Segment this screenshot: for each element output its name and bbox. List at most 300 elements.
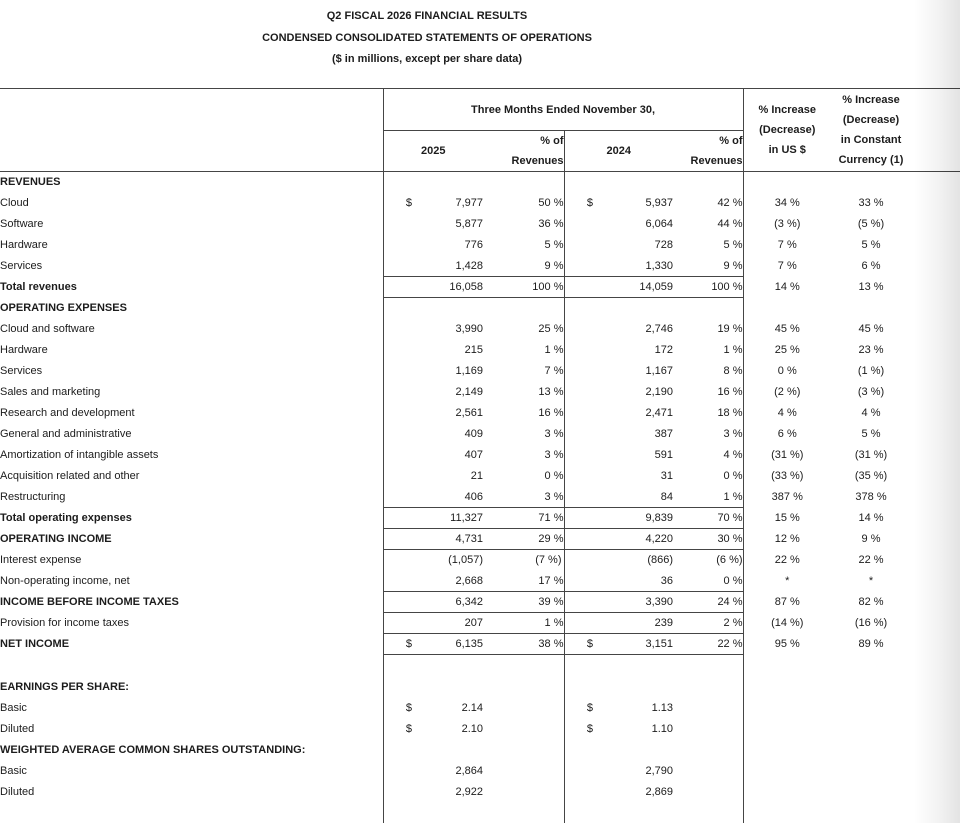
value-2024 xyxy=(593,172,673,193)
currency-symbol-2025 xyxy=(383,782,412,803)
filler-cell xyxy=(911,193,960,214)
title-line-2: CONDENSED CONSOLIDATED STATEMENTS OF OPERATIONS xyxy=(262,31,592,44)
currency-symbol-2024 xyxy=(564,571,593,592)
table-row xyxy=(0,235,960,256)
table-row xyxy=(0,466,960,487)
currency-symbol-2024 xyxy=(564,550,593,571)
pct-increase-usd: 45 % xyxy=(743,319,831,340)
pct-increase-usd xyxy=(743,655,831,677)
currency-symbol-2025: $ xyxy=(383,193,412,214)
pct-increase-constant-currency: 22 % xyxy=(858,554,884,566)
row-label: OPERATING INCOME xyxy=(0,533,112,545)
pct-of-revenues-2025: 7 % xyxy=(544,365,564,377)
currency-symbol-2024 xyxy=(564,613,593,634)
currency-symbol-2024 xyxy=(564,761,593,782)
currency-symbol-2025 xyxy=(383,592,412,613)
row-label: Sales and marketing xyxy=(0,386,101,398)
table-row xyxy=(0,193,960,214)
value-2025: 2,668 xyxy=(412,571,483,592)
currency-symbol-2025 xyxy=(383,613,412,634)
pct-increase-usd xyxy=(743,698,831,719)
pct-of-revenues-2025: 39 % xyxy=(483,592,564,613)
row-label: Provision for income taxes xyxy=(0,617,129,629)
value-2025: 2.14 xyxy=(461,702,483,714)
value-2024: 36 xyxy=(593,571,673,592)
filler-cell xyxy=(911,256,960,277)
row-label: NET INCOME xyxy=(0,638,70,650)
value-2025: 21 xyxy=(470,470,483,482)
pct-increase-usd xyxy=(743,782,831,803)
pct-of-revenues-2025: 0 % xyxy=(544,470,564,482)
filler-cell xyxy=(911,529,960,550)
row-label: Cloud and software xyxy=(0,323,95,335)
pct-of-revenues-2025 xyxy=(483,172,564,193)
filler-cell xyxy=(911,172,960,193)
currency-symbol-2024 xyxy=(564,592,593,613)
currency-symbol-2024 xyxy=(564,466,593,487)
pct-increase-usd: (31 %) xyxy=(743,445,831,466)
pct-of-revenues-2024: 0 % xyxy=(723,470,743,482)
header-period: Three Months Ended November 30, xyxy=(383,89,743,131)
pct-of-revenues-2024: 70 % xyxy=(673,508,743,529)
row-label: Diluted xyxy=(0,723,35,735)
currency-symbol-2025 xyxy=(383,403,412,424)
currency-symbol-2024 xyxy=(564,445,593,466)
value-2024: 2,471 xyxy=(645,407,673,419)
currency-symbol-2025 xyxy=(383,740,412,761)
currency-symbol-2024 xyxy=(564,655,593,677)
filler-cell xyxy=(911,319,960,340)
filler-cell xyxy=(911,466,960,487)
value-2025: 4,731 xyxy=(412,529,483,550)
currency-symbol-2025: $ xyxy=(383,719,412,740)
statement-body xyxy=(0,172,960,823)
pct-of-revenues-2024: 100 % xyxy=(673,277,743,298)
pct-of-revenues-2024: 42 % xyxy=(717,197,743,209)
value-2025: 2.10 xyxy=(461,723,483,735)
row-label: Basic xyxy=(0,765,27,777)
pct-of-revenues-2024 xyxy=(673,698,743,719)
row-label: Total revenues xyxy=(0,281,77,293)
table-row xyxy=(0,761,960,782)
value-2024 xyxy=(593,803,673,823)
value-2024: 1,330 xyxy=(645,259,673,272)
row-label: Restructuring xyxy=(0,491,66,503)
pct-increase-constant-currency: 14 % xyxy=(858,512,884,524)
table-row xyxy=(0,340,960,361)
pct-increase-constant-currency xyxy=(831,740,911,761)
pct-increase-usd xyxy=(743,761,831,782)
value-2024: 1.13 xyxy=(651,702,673,714)
pct-increase-usd xyxy=(743,803,831,823)
value-2025: 2,149 xyxy=(455,386,483,398)
row-label: Research and development xyxy=(0,407,135,419)
table-row xyxy=(0,782,960,803)
pct-of-revenues-2025: 36 % xyxy=(538,218,564,230)
value-2025 xyxy=(412,740,483,761)
currency-symbol-2025 xyxy=(383,361,412,382)
pct-of-revenues-2024: 30 % xyxy=(673,529,743,550)
pct-increase-usd: 387 % xyxy=(743,487,831,508)
row-label: Services xyxy=(0,365,43,377)
value-2025: 776 xyxy=(464,239,483,251)
filler-cell xyxy=(911,361,960,382)
table-row xyxy=(0,256,960,277)
row-label: Hardware xyxy=(0,344,48,356)
table-row xyxy=(0,529,960,550)
filler-cell xyxy=(911,298,960,319)
currency-symbol-2025 xyxy=(383,655,412,677)
currency-symbol-2024 xyxy=(564,382,593,403)
table-row xyxy=(0,508,960,529)
row-label: REVENUES xyxy=(0,176,61,189)
pct-increase-constant-currency: (16 %) xyxy=(854,617,888,629)
table-row xyxy=(0,172,960,193)
row-label: Software xyxy=(0,218,44,230)
pct-increase-usd: 14 % xyxy=(743,277,831,298)
currency-symbol-2024 xyxy=(564,298,593,319)
value-2025 xyxy=(412,655,483,677)
value-2024: 4,220 xyxy=(593,529,673,550)
pct-increase-constant-currency: 4 % xyxy=(861,407,881,419)
filler-cell xyxy=(911,487,960,508)
value-2024: 3,151 xyxy=(593,634,673,655)
value-2024: 239 xyxy=(593,613,673,634)
currency-symbol-2024: $ xyxy=(564,698,593,719)
currency-symbol-2025 xyxy=(383,382,412,403)
pct-of-revenues-2024: 2 % xyxy=(673,613,743,634)
header-empty-label-cell xyxy=(0,131,383,172)
pct-increase-constant-currency: 45 % xyxy=(858,323,884,335)
row-label: EARNINGS PER SHARE: xyxy=(0,681,129,693)
value-2024 xyxy=(593,740,673,761)
pct-of-revenues-2025: 100 % xyxy=(483,277,564,298)
pct-increase-usd: (33 %) xyxy=(743,466,831,487)
filler-cell xyxy=(911,403,960,424)
pct-of-revenues-2024 xyxy=(673,719,743,740)
pct-of-revenues-2025 xyxy=(483,761,564,782)
pct-of-revenues-2025 xyxy=(483,655,564,677)
pct-of-revenues-2025: 5 % xyxy=(544,239,564,251)
currency-symbol-2025 xyxy=(383,803,412,823)
table-row xyxy=(0,677,960,698)
table-row xyxy=(0,319,960,340)
filler-cell xyxy=(911,655,960,677)
value-2024: 84 xyxy=(660,490,673,503)
currency-symbol-2024 xyxy=(564,424,593,445)
filler-cell xyxy=(911,677,960,698)
table-row xyxy=(0,487,960,508)
pct-of-revenues-2025 xyxy=(483,803,564,823)
currency-symbol-2025 xyxy=(383,466,412,487)
pct-of-revenues-2024: 18 % xyxy=(717,407,743,419)
currency-symbol-2024 xyxy=(564,235,593,256)
currency-symbol-2024 xyxy=(564,508,593,529)
pct-increase-usd: 34 % xyxy=(743,193,831,214)
pct-of-revenues-2025: 17 % xyxy=(483,571,564,592)
pct-increase-usd xyxy=(743,172,831,193)
table-row xyxy=(0,298,960,319)
header-empty-label-cell xyxy=(0,89,383,131)
currency-symbol-2025 xyxy=(383,298,412,319)
header-pct-of-revenues-2025: % of Revenues xyxy=(483,131,564,172)
currency-symbol-2025 xyxy=(383,172,412,193)
pct-of-revenues-2024 xyxy=(673,761,743,782)
pct-increase-constant-currency: 378 % xyxy=(855,491,887,503)
row-label: Acquisition related and other xyxy=(0,470,140,482)
pct-of-revenues-2025 xyxy=(483,698,564,719)
pct-increase-usd: * xyxy=(743,571,831,592)
pct-of-revenues-2025: 71 % xyxy=(483,508,564,529)
pct-of-revenues-2025 xyxy=(483,782,564,803)
pct-increase-usd xyxy=(743,677,831,698)
pct-increase-constant-currency: * xyxy=(868,575,874,587)
pct-of-revenues-2024: 8 % xyxy=(723,365,743,377)
value-2024: 591 xyxy=(654,449,673,461)
table-row xyxy=(0,382,960,403)
filler-cell xyxy=(911,803,960,823)
row-label: INCOME BEFORE INCOME TAXES xyxy=(0,596,179,608)
filler-cell xyxy=(911,340,960,361)
pct-of-revenues-2024 xyxy=(673,677,743,698)
pct-increase-usd: 12 % xyxy=(743,529,831,550)
pct-increase-constant-currency: 82 % xyxy=(858,596,884,608)
pct-of-revenues-2024: (6 %) xyxy=(716,554,743,567)
pct-increase-constant-currency xyxy=(831,698,911,719)
value-2025 xyxy=(412,803,483,823)
filler-cell xyxy=(911,235,960,256)
row-label: Basic xyxy=(0,702,27,714)
pct-of-revenues-2024 xyxy=(673,782,743,803)
currency-symbol-2024 xyxy=(564,487,593,508)
value-2025: 6,135 xyxy=(412,634,483,655)
pct-of-revenues-2024: 1 % xyxy=(723,490,743,503)
value-2025: 1,169 xyxy=(455,365,483,377)
header-year-2025: 2025 xyxy=(383,131,483,172)
pct-increase-usd: 7 % xyxy=(743,235,831,256)
currency-symbol-2025 xyxy=(383,340,412,361)
row-label: WEIGHTED AVERAGE COMMON SHARES OUTSTANDING: xyxy=(0,744,306,756)
filler-cell xyxy=(911,740,960,761)
pct-increase-usd: (3 %) xyxy=(743,214,831,235)
value-2025: 407 xyxy=(464,449,483,461)
currency-symbol-2025 xyxy=(383,319,412,340)
pct-of-revenues-2024 xyxy=(673,740,743,761)
currency-symbol-2025 xyxy=(383,235,412,256)
statement-of-operations-table xyxy=(0,88,960,823)
pct-of-revenues-2024 xyxy=(673,298,743,319)
value-2024: 14,059 xyxy=(593,277,673,298)
pct-of-revenues-2025: 3 % xyxy=(544,449,564,461)
pct-of-revenues-2024: 4 % xyxy=(723,449,743,461)
pct-increase-usd: 87 % xyxy=(743,592,831,613)
spacer-row xyxy=(0,803,960,823)
pct-of-revenues-2025: 13 % xyxy=(538,386,564,398)
pct-increase-usd: 15 % xyxy=(743,508,831,529)
currency-symbol-2024 xyxy=(564,677,593,698)
value-2025: 3,990 xyxy=(455,323,483,335)
filler-cell xyxy=(911,424,960,445)
value-2024: 2,190 xyxy=(645,386,673,398)
value-2024: 6,064 xyxy=(645,218,673,230)
table-row xyxy=(0,634,960,655)
table-row xyxy=(0,550,960,571)
pct-of-revenues-2025: 50 % xyxy=(538,197,564,209)
pct-increase-constant-currency xyxy=(831,803,911,823)
table-row xyxy=(0,592,960,613)
currency-symbol-2024 xyxy=(564,319,593,340)
table-row xyxy=(0,613,960,634)
filler-cell xyxy=(911,634,960,655)
value-2025: 207 xyxy=(412,613,483,634)
value-2025 xyxy=(412,677,483,698)
currency-symbol-2025 xyxy=(383,214,412,235)
currency-symbol-2025 xyxy=(383,571,412,592)
table-row xyxy=(0,719,960,740)
pct-increase-constant-currency: 9 % xyxy=(861,533,881,545)
pct-of-revenues-2024: 9 % xyxy=(723,259,743,272)
currency-symbol-2025 xyxy=(383,761,412,782)
value-2025 xyxy=(412,298,483,319)
pct-of-revenues-2025: (7 %) xyxy=(535,554,562,567)
pct-of-revenues-2025: 1 % xyxy=(544,344,564,356)
currency-symbol-2024 xyxy=(564,340,593,361)
table-row xyxy=(0,740,960,761)
value-2024: 728 xyxy=(654,239,673,251)
currency-symbol-2025 xyxy=(383,508,412,529)
header-year-2024: 2024 xyxy=(564,131,673,172)
value-2025: 6,342 xyxy=(412,592,483,613)
pct-increase-constant-currency: 89 % xyxy=(858,638,884,650)
value-2025: 2,561 xyxy=(455,407,483,419)
pct-of-revenues-2025 xyxy=(483,740,564,761)
pct-increase-constant-currency: (5 %) xyxy=(857,218,885,230)
filler-cell xyxy=(911,719,960,740)
filler-cell xyxy=(911,382,960,403)
currency-symbol-2024 xyxy=(564,403,593,424)
pct-increase-constant-currency: (3 %) xyxy=(857,386,885,398)
table-row xyxy=(0,698,960,719)
row-label: Non-operating income, net xyxy=(0,575,130,587)
header-pct-increase-usd: % Increase (Decrease) in US $ xyxy=(743,89,831,172)
table-row xyxy=(0,403,960,424)
pct-of-revenues-2025 xyxy=(483,719,564,740)
value-2024: 3,390 xyxy=(593,592,673,613)
pct-of-revenues-2024: 3 % xyxy=(723,428,743,440)
value-2025: 1,428 xyxy=(455,259,483,272)
currency-symbol-2025 xyxy=(383,277,412,298)
table-row xyxy=(0,214,960,235)
pct-increase-constant-currency xyxy=(831,655,911,677)
currency-symbol-2025 xyxy=(383,529,412,550)
row-label: Interest expense xyxy=(0,554,82,566)
pct-increase-constant-currency: 5 % xyxy=(861,239,881,251)
row-label: Amortization of intangible assets xyxy=(0,449,159,461)
pct-of-revenues-2024: 16 % xyxy=(717,386,743,398)
row-label xyxy=(0,803,383,823)
value-2025: 215 xyxy=(464,344,483,356)
pct-of-revenues-2025: 38 % xyxy=(483,634,564,655)
pct-of-revenues-2024: 19 % xyxy=(717,323,743,335)
table-row xyxy=(0,571,960,592)
currency-symbol-2024: $ xyxy=(564,193,593,214)
pct-increase-usd: 95 % xyxy=(743,634,831,655)
value-2024: 172 xyxy=(654,344,673,356)
currency-symbol-2024 xyxy=(564,803,593,823)
pct-increase-usd xyxy=(743,719,831,740)
pct-of-revenues-2024 xyxy=(673,803,743,823)
pct-increase-usd: 7 % xyxy=(743,256,831,277)
filler-cell xyxy=(911,571,960,592)
table-row xyxy=(0,424,960,445)
value-2025: 2,922 xyxy=(455,786,483,798)
value-2024: 31 xyxy=(660,470,673,482)
value-2025: 409 xyxy=(464,428,483,440)
table-row xyxy=(0,277,960,298)
currency-symbol-2024: $ xyxy=(564,634,593,655)
pct-of-revenues-2024 xyxy=(673,655,743,677)
pct-increase-constant-currency: (1 %) xyxy=(857,365,885,377)
filler-cell xyxy=(911,445,960,466)
pct-increase-constant-currency: (31 %) xyxy=(854,449,888,461)
currency-symbol-2024 xyxy=(564,214,593,235)
pct-increase-constant-currency xyxy=(831,761,911,782)
value-2024: (866) xyxy=(647,554,673,567)
pct-increase-constant-currency xyxy=(831,298,911,319)
value-2024 xyxy=(593,298,673,319)
pct-increase-constant-currency xyxy=(831,172,911,193)
spacer-row xyxy=(0,655,960,677)
value-2024: 2,869 xyxy=(645,786,673,798)
currency-symbol-2024 xyxy=(564,172,593,193)
pct-of-revenues-2025: 25 % xyxy=(538,323,564,335)
pct-of-revenues-2024 xyxy=(673,172,743,193)
filler-cell xyxy=(911,782,960,803)
value-2024: 1,167 xyxy=(645,365,673,377)
currency-symbol-2024: $ xyxy=(564,719,593,740)
row-label xyxy=(0,655,383,677)
pct-of-revenues-2025 xyxy=(483,677,564,698)
row-label: Cloud xyxy=(0,197,29,209)
value-2025: 7,977 xyxy=(455,197,483,209)
filler-cell xyxy=(911,592,960,613)
value-2025 xyxy=(412,172,483,193)
table-row xyxy=(0,445,960,466)
filler-cell xyxy=(911,550,960,571)
currency-symbol-2025 xyxy=(383,550,412,571)
pct-increase-usd: (2 %) xyxy=(743,382,831,403)
pct-of-revenues-2025: 1 % xyxy=(483,613,564,634)
pct-of-revenues-2025: 3 % xyxy=(544,428,564,440)
pct-of-revenues-2025: 16 % xyxy=(538,407,564,419)
pct-increase-usd: 6 % xyxy=(743,424,831,445)
pct-increase-constant-currency xyxy=(831,677,911,698)
currency-symbol-2025 xyxy=(383,445,412,466)
pct-of-revenues-2024: 44 % xyxy=(717,218,743,230)
currency-symbol-2024 xyxy=(564,361,593,382)
currency-symbol-2024 xyxy=(564,256,593,277)
pct-of-revenues-2024: 0 % xyxy=(673,571,743,592)
value-2024: 2,746 xyxy=(645,323,673,335)
row-label: Diluted xyxy=(0,786,35,798)
pct-of-revenues-2024: 22 % xyxy=(673,634,743,655)
value-2025: 16,058 xyxy=(412,277,483,298)
pct-increase-usd: 0 % xyxy=(743,361,831,382)
header-pct-of-revenues-2024: % of Revenues xyxy=(673,131,743,172)
pct-increase-constant-currency xyxy=(831,782,911,803)
filler-cell xyxy=(911,277,960,298)
table-row xyxy=(0,361,960,382)
